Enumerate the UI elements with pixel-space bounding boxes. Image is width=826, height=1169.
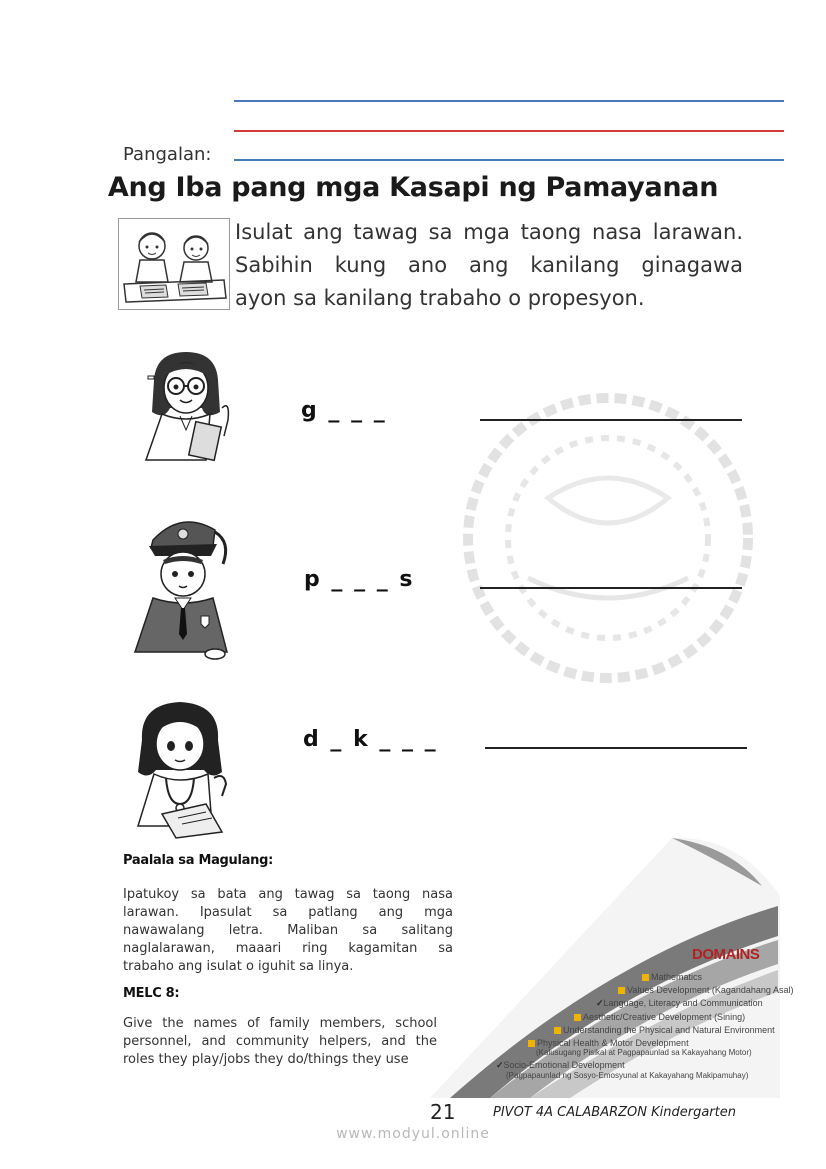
- page-title: Ang Iba pang mga Kasapi ng Pamayanan: [107, 172, 719, 203]
- domain-item-2: Values Development (Kagandahang Asal): [618, 985, 793, 995]
- parents-note-line-1: Ipatukoy sa bata ang tawag sa taong nasa: [123, 887, 453, 902]
- domain-item-5: Understanding the Physical and Natural Environment: [554, 1025, 775, 1035]
- parents-note-line-5: trabaho ang isulat o iguhit sa linya.: [123, 959, 354, 974]
- melc-heading: MELC 8:: [123, 986, 180, 1001]
- series-label: PIVOT 4A CALABARZON Kindergarten: [493, 1105, 736, 1120]
- item-3-prompt: d _ k _ _ _: [303, 727, 438, 752]
- parents-note-line-3: nawawalang letra. Maliban sa salitang: [123, 923, 453, 938]
- domain-item-4: Aesthetic/Creative Development (Sining): [574, 1012, 745, 1022]
- page-number: 21: [430, 1100, 456, 1124]
- domain-item-1: Mathematics: [642, 972, 702, 982]
- writing-line-bottom: [234, 159, 784, 161]
- parents-note-text: [123, 886, 453, 976]
- domain-bullet-icon: [528, 1040, 535, 1047]
- domain-item-7-sub: (Pagpapaunlad ng Sosyo-Emosyunal at Kakayahang Makipamuhay): [506, 1071, 749, 1080]
- parents-note-line-4: naglalarawan, maaari ring kagamitan sa: [123, 941, 453, 956]
- instruction-line-3: ayon sa kanilang trabaho o propesyon.: [235, 286, 645, 310]
- domain-item-7: ✓Socio-Emotional Development: [496, 1060, 625, 1070]
- check-icon: ✓: [496, 1060, 504, 1070]
- item-1-prompt: g _ _ _: [301, 398, 387, 423]
- police-illustration: [131, 512, 235, 660]
- item-1-answer-line[interactable]: [480, 419, 742, 421]
- domains-title: DOMAINS: [692, 946, 760, 963]
- school-seal-watermark: [458, 378, 758, 698]
- check-icon: ✓: [596, 998, 604, 1008]
- writing-line-top: [234, 100, 784, 102]
- melc-line-1: Give the names of family members, school: [123, 1016, 437, 1031]
- domain-bullet-icon: [642, 974, 649, 981]
- domain-bullet-icon: [618, 987, 625, 994]
- instruction-line-2: Sabihin kung ano ang kanilang ginagawa: [235, 253, 743, 277]
- parents-note-line-2: larawan. Ipasulat sa patlang ang mga: [123, 905, 453, 920]
- item-3-answer-line[interactable]: [485, 747, 747, 749]
- parents-note-heading: Paalala sa Magulang:: [123, 853, 274, 868]
- writing-line-middle: [234, 130, 784, 132]
- melc-text: [123, 1015, 437, 1069]
- name-label: Pangalan:: [123, 144, 212, 165]
- domain-bullet-icon: [574, 1014, 581, 1021]
- instruction-line-1: Isulat ang tawag sa mga taong nasa larawan.: [235, 220, 743, 244]
- teacher-illustration: [136, 350, 238, 465]
- domain-item-3: ✓Language, Literacy and Communication: [596, 998, 763, 1008]
- domains-graphic: [410, 836, 794, 1098]
- doctor-illustration: [128, 700, 238, 840]
- melc-line-3: roles they play/jobs they do/things they use: [123, 1052, 409, 1067]
- domain-item-6: Physical Health & Motor Development: [528, 1038, 689, 1048]
- melc-line-2: personnel, and community helpers, and the: [123, 1034, 437, 1049]
- children-writing-icon: [118, 218, 230, 310]
- domain-bullet-icon: [554, 1027, 561, 1034]
- item-2-prompt: p _ _ _ s: [304, 567, 415, 592]
- item-2-answer-line[interactable]: [480, 587, 742, 589]
- domain-item-6-sub: (Kalusugang Pisikal at Pagpapaunlad sa Kakayahang Motor): [536, 1048, 752, 1057]
- instructions: [235, 216, 743, 315]
- site-watermark: www.modyul.online: [336, 1126, 490, 1142]
